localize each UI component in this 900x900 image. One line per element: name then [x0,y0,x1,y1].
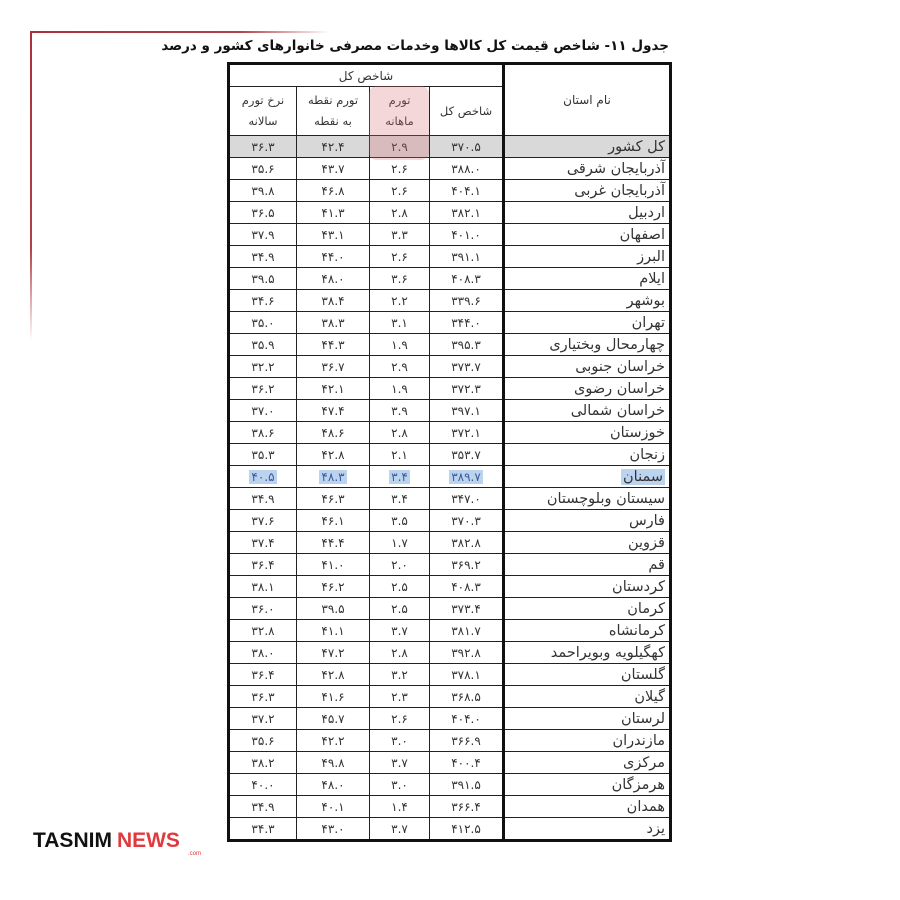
annual-inflation-cell: ۳۴.۹ [229,488,297,510]
province-cell: آذربایجان غربی [504,180,671,202]
logo-tasnim: TASNIM [33,829,112,852]
province-cell: لرستان [504,708,671,730]
point-to-point-inflation-cell: ۴۱.۳ [297,202,370,224]
index-cell: ۴۰۴.۰ [430,708,504,730]
col-header-index: شاخص کل [430,87,504,136]
monthly-inflation-cell: ۲.۰ [370,554,430,576]
index-cell: ۴۰۴.۱ [430,180,504,202]
index-cell: ۳۷۰.۵ [430,136,504,158]
province-cell: کرمان [504,598,671,620]
monthly-inflation-cell: ۳.۰ [370,730,430,752]
monthly-inflation-cell: ۳.۶ [370,268,430,290]
annual-inflation-cell: ۳۸.۰ [229,642,297,664]
province-cell: کل کشور [504,136,671,158]
annual-inflation-cell: ۳۵.۶ [229,158,297,180]
monthly-inflation-cell: ۲.۱ [370,444,430,466]
annual-inflation-cell: ۳۷.۴ [229,532,297,554]
table-row [229,620,671,642]
province-cell: خراسان شمالی [504,400,671,422]
table-row [229,488,671,510]
province-cell: البرز [504,246,671,268]
index-cell: ۳۷۰.۳ [430,510,504,532]
monthly-inflation-cell: ۳.۷ [370,620,430,642]
index-cell: ۳۵۳.۷ [430,444,504,466]
province-cell: همدان [504,796,671,818]
annual-inflation-cell: ۳۵.۳ [229,444,297,466]
table-row [229,290,671,312]
monthly-inflation-cell: ۲.۹ [370,136,430,158]
inflation-table [227,62,672,842]
monthly-inflation-cell: ۳.۴ [370,466,430,488]
monthly-inflation-cell: ۲.۲ [370,290,430,312]
point-to-point-inflation-cell: ۴۳.۱ [297,224,370,246]
point-to-point-inflation-cell: ۳۸.۴ [297,290,370,312]
monthly-inflation-cell: ۲.۳ [370,686,430,708]
annual-inflation-cell: ۳۵.۶ [229,730,297,752]
table-title: جدول ۱۱- شاخص قیمت کل کالاها وخدمات مصرفی خانوارهای کشور و درصد [161,38,669,54]
table-row [229,334,671,356]
province-cell: زنجان [504,444,671,466]
index-cell: ۳۸۹.۷ [430,466,504,488]
table-row [229,202,671,224]
table-row [229,686,671,708]
province-cell: تهران [504,312,671,334]
monthly-inflation-cell: ۲.۸ [370,642,430,664]
province-cell: آذربایجان شرقی [504,158,671,180]
province-header: نام استان [504,64,671,136]
point-to-point-inflation-cell: ۴۲.۱ [297,378,370,400]
index-cell: ۳۸۸.۰ [430,158,504,180]
point-to-point-inflation-cell: ۴۴.۰ [297,246,370,268]
table-row [229,268,671,290]
group-header: شاخص کل [229,64,504,87]
province-cell: گلستان [504,664,671,686]
table-row [229,400,671,422]
province-cell: ایلام [504,268,671,290]
monthly-inflation-cell: ۳.۴ [370,488,430,510]
annual-inflation-cell: ۳۶.۳ [229,136,297,158]
point-to-point-inflation-cell: ۴۳.۰ [297,818,370,841]
monthly-inflation-cell: ۲.۸ [370,202,430,224]
index-cell: ۴۰۰.۴ [430,752,504,774]
point-to-point-inflation-cell: ۴۲.۴ [297,136,370,158]
province-cell: کردستان [504,576,671,598]
annual-inflation-cell: ۳۷.۶ [229,510,297,532]
point-to-point-inflation-cell: ۴۳.۷ [297,158,370,180]
table-row [229,224,671,246]
frame-line-top [30,31,330,33]
monthly-inflation-cell: ۲.۶ [370,246,430,268]
point-to-point-inflation-cell: ۴۸.۳ [297,466,370,488]
point-to-point-inflation-cell: ۴۸.۶ [297,422,370,444]
monthly-inflation-cell: ۳.۳ [370,224,430,246]
table-row [229,510,671,532]
point-to-point-inflation-cell: ۴۰.۱ [297,796,370,818]
annual-inflation-cell: ۳۷.۰ [229,400,297,422]
table-row [229,378,671,400]
province-cell: فارس [504,510,671,532]
monthly-inflation-cell: ۳.۷ [370,818,430,841]
index-cell: ۳۹۱.۵ [430,774,504,796]
annual-inflation-cell: ۳۹.۸ [229,180,297,202]
col-header-monthly: تورم ماهانه [370,87,430,136]
province-cell: قزوین [504,532,671,554]
table-row [229,818,671,841]
monthly-inflation-cell: ۳.۹ [370,400,430,422]
index-cell: ۳۷۸.۱ [430,664,504,686]
monthly-inflation-cell: ۳.۰ [370,774,430,796]
annual-inflation-cell: ۳۹.۵ [229,268,297,290]
monthly-inflation-cell: ۲.۶ [370,708,430,730]
monthly-inflation-cell: ۲.۶ [370,180,430,202]
index-cell: ۳۶۸.۵ [430,686,504,708]
point-to-point-inflation-cell: ۴۶.۱ [297,510,370,532]
index-cell: ۳۹۲.۸ [430,642,504,664]
province-cell: یزد [504,818,671,841]
province-cell: سیستان وبلوچستان [504,488,671,510]
annual-inflation-cell: ۳۴.۹ [229,796,297,818]
annual-inflation-cell: ۳۶.۵ [229,202,297,224]
annual-inflation-cell: ۳۵.۹ [229,334,297,356]
monthly-inflation-cell: ۱.۴ [370,796,430,818]
annual-inflation-cell: ۳۷.۹ [229,224,297,246]
monthly-inflation-cell: ۳.۵ [370,510,430,532]
table-row [229,774,671,796]
table-row [229,158,671,180]
monthly-inflation-cell: ۲.۵ [370,576,430,598]
point-to-point-inflation-cell: ۳۶.۷ [297,356,370,378]
tasnim-news-logo [33,829,202,857]
annual-inflation-cell: ۳۲.۸ [229,620,297,642]
index-cell: ۳۹۵.۳ [430,334,504,356]
point-to-point-inflation-cell: ۴۴.۴ [297,532,370,554]
col-header-point-to-point: تورم نقطه به نقطه [297,87,370,136]
point-to-point-inflation-cell: ۴۱.۰ [297,554,370,576]
index-cell: ۳۷۳.۷ [430,356,504,378]
point-to-point-inflation-cell: ۴۲.۸ [297,664,370,686]
annual-inflation-cell: ۳۶.۴ [229,554,297,576]
table-row [229,246,671,268]
index-cell: ۳۷۲.۱ [430,422,504,444]
province-cell: مرکزی [504,752,671,774]
province-cell: گیلان [504,686,671,708]
province-cell: اردبیل [504,202,671,224]
table-row [229,532,671,554]
province-cell: کهگیلویه وبویراحمد [504,642,671,664]
annual-inflation-cell: ۳۴.۹ [229,246,297,268]
logo-suffix: .com [188,851,202,857]
index-cell: ۴۰۱.۰ [430,224,504,246]
table-row [229,554,671,576]
point-to-point-inflation-cell: ۴۶.۸ [297,180,370,202]
monthly-inflation-cell: ۳.۲ [370,664,430,686]
monthly-inflation-cell: ۳.۷ [370,752,430,774]
point-to-point-inflation-cell: ۴۹.۸ [297,752,370,774]
monthly-inflation-cell: ۲.۵ [370,598,430,620]
table-row [229,356,671,378]
point-to-point-inflation-cell: ۴۲.۸ [297,444,370,466]
point-to-point-inflation-cell: ۴۲.۲ [297,730,370,752]
index-cell: ۳۷۳.۴ [430,598,504,620]
table-row [229,422,671,444]
point-to-point-inflation-cell: ۴۸.۰ [297,268,370,290]
point-to-point-inflation-cell: ۴۶.۳ [297,488,370,510]
point-to-point-inflation-cell: ۴۸.۰ [297,774,370,796]
monthly-inflation-cell: ۲.۶ [370,158,430,180]
logo-news: NEWS [116,829,180,852]
monthly-inflation-cell: ۱.۹ [370,334,430,356]
table-row [229,730,671,752]
index-cell: ۳۴۴.۰ [430,312,504,334]
index-cell: ۳۶۶.۹ [430,730,504,752]
annual-inflation-cell: ۳۶.۰ [229,598,297,620]
annual-inflation-cell: ۳۸.۱ [229,576,297,598]
point-to-point-inflation-cell: ۴۷.۴ [297,400,370,422]
point-to-point-inflation-cell: ۴۴.۳ [297,334,370,356]
point-to-point-inflation-cell: ۴۵.۷ [297,708,370,730]
table-row [229,796,671,818]
province-cell: اصفهان [504,224,671,246]
index-cell: ۳۸۲.۱ [430,202,504,224]
table-row [229,466,671,488]
index-cell: ۳۹۱.۱ [430,246,504,268]
annual-inflation-cell: ۴۰.۵ [229,466,297,488]
table-row [229,642,671,664]
index-cell: ۳۳۹.۶ [430,290,504,312]
annual-inflation-cell: ۳۶.۴ [229,664,297,686]
table-row [229,312,671,334]
index-cell: ۳۷۲.۳ [430,378,504,400]
annual-inflation-cell: ۳۸.۲ [229,752,297,774]
table-row [229,576,671,598]
province-cell: قم [504,554,671,576]
annual-inflation-cell: ۳۴.۶ [229,290,297,312]
annual-inflation-cell: ۳۲.۲ [229,356,297,378]
annual-inflation-cell: ۳۵.۰ [229,312,297,334]
table-row [229,664,671,686]
annual-inflation-cell: ۳۷.۲ [229,708,297,730]
col-header-annual: نرخ تورم سالانه [229,87,297,136]
index-cell: ۳۴۷.۰ [430,488,504,510]
index-cell: ۳۹۷.۱ [430,400,504,422]
index-cell: ۴۰۸.۳ [430,268,504,290]
annual-inflation-cell: ۳۶.۳ [229,686,297,708]
annual-inflation-cell: ۴۰.۰ [229,774,297,796]
province-cell: چهارمحال وبختیاری [504,334,671,356]
index-cell: ۳۸۱.۷ [430,620,504,642]
index-cell: ۳۶۶.۴ [430,796,504,818]
annual-inflation-cell: ۳۴.۳ [229,818,297,841]
monthly-inflation-cell: ۱.۷ [370,532,430,554]
monthly-inflation-cell: ۳.۱ [370,312,430,334]
monthly-inflation-cell: ۱.۹ [370,378,430,400]
point-to-point-inflation-cell: ۴۱.۱ [297,620,370,642]
index-cell: ۳۸۲.۸ [430,532,504,554]
frame-line-left [30,31,32,341]
table-row [229,752,671,774]
point-to-point-inflation-cell: ۴۶.۲ [297,576,370,598]
annual-inflation-cell: ۳۸.۶ [229,422,297,444]
index-cell: ۳۶۹.۲ [430,554,504,576]
province-cell: مازندران [504,730,671,752]
monthly-inflation-cell: ۲.۸ [370,422,430,444]
monthly-inflation-cell: ۲.۹ [370,356,430,378]
table-row [229,180,671,202]
index-cell: ۴۰۸.۳ [430,576,504,598]
point-to-point-inflation-cell: ۳۸.۳ [297,312,370,334]
province-cell: بوشهر [504,290,671,312]
province-cell: خراسان جنوبی [504,356,671,378]
province-cell: هرمزگان [504,774,671,796]
table-row-total [229,136,671,158]
table-row [229,598,671,620]
province-cell: خراسان رضوی [504,378,671,400]
annual-inflation-cell: ۳۶.۲ [229,378,297,400]
table-row [229,444,671,466]
point-to-point-inflation-cell: ۳۹.۵ [297,598,370,620]
table-row [229,708,671,730]
province-cell: کرمانشاه [504,620,671,642]
index-cell: ۴۱۲.۵ [430,818,504,841]
point-to-point-inflation-cell: ۴۷.۲ [297,642,370,664]
point-to-point-inflation-cell: ۴۱.۶ [297,686,370,708]
province-cell: سمنان [504,466,671,488]
province-cell: خوزستان [504,422,671,444]
